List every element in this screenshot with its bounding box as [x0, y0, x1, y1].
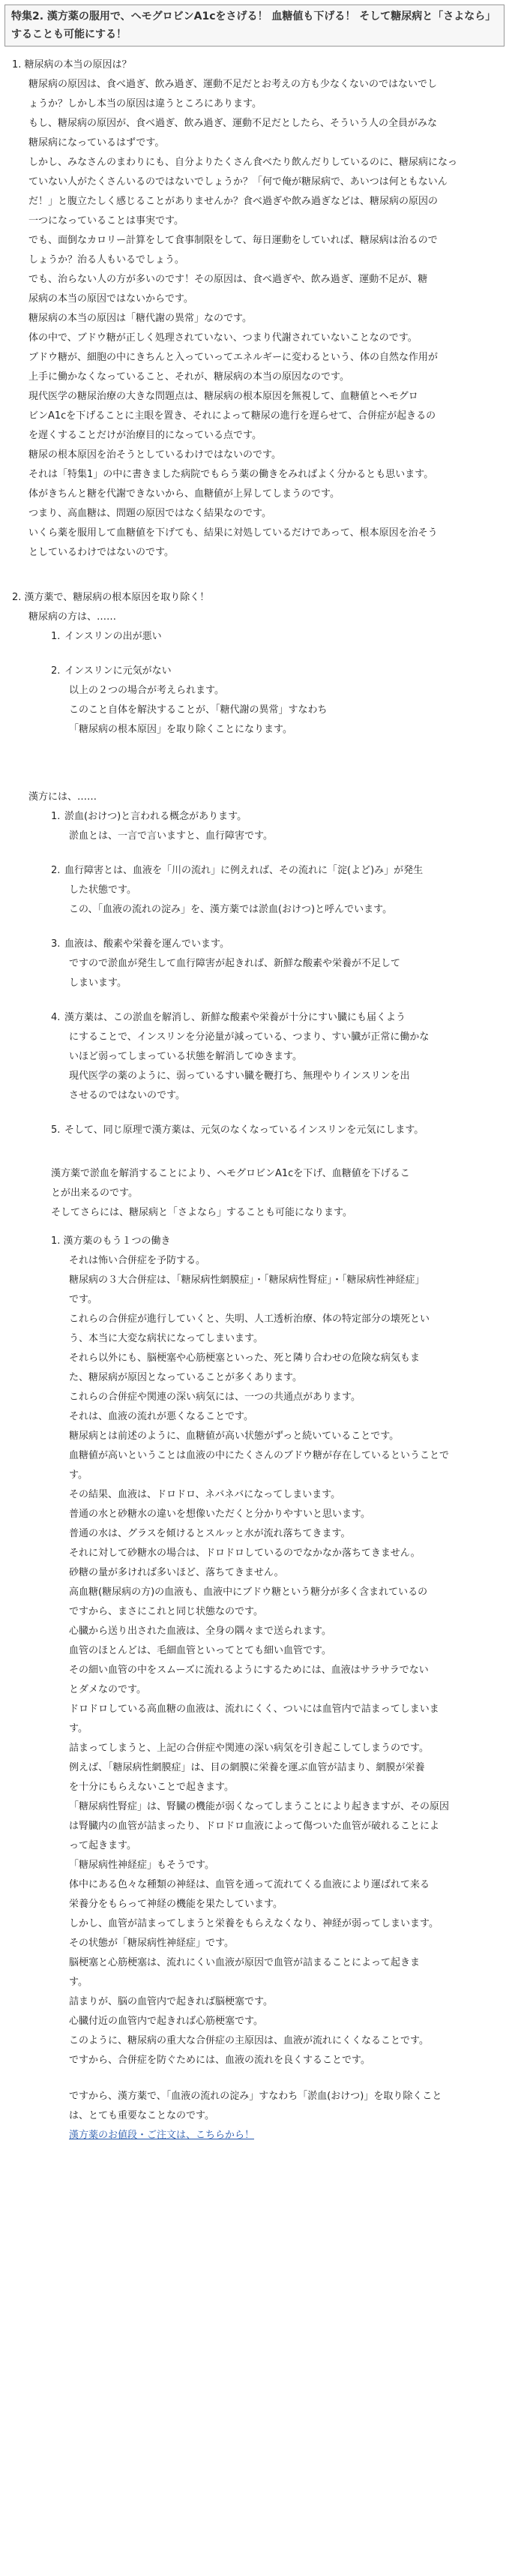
list-item-number: 3.	[51, 938, 61, 950]
paragraph-line: もし、糖尿病の原因が、食べ過ぎ、飲み過ぎ、運動不足だとしたら、そういう人の全員がみな	[28, 118, 437, 129]
list-item	[51, 935, 497, 993]
paragraph-line: しかし、血管が詰まってしまうと栄養をもらえなくなり、神経が弱ってしまいます。	[69, 1918, 439, 1929]
closing-line: は、とても重要なことなのです。	[69, 2110, 214, 2121]
list-item-line	[51, 627, 497, 647]
list-item-line: 以上の２つの場合が考えられます。	[69, 685, 224, 696]
closing-line: ですから、漢方薬で、「血液の流れの淀み」すなわち「淤血(おけつ)」を取り除くこと	[69, 2091, 442, 2102]
paragraph-line: 心臓から送り出された血液は、全身の隅々まで送られます。	[69, 1626, 331, 1637]
paragraph-line: その結果、血液は、ドロドロ、ネバネバになってしまいます。	[69, 1489, 341, 1500]
paragraph-line: を遅くすることだけが治療目的になっている点です。	[28, 430, 262, 441]
section-2	[12, 588, 497, 2145]
list-item-line	[51, 807, 497, 827]
list-item-line: 現代医学の薬のように、弱っているすい臓を鞭打ち、無理やりインスリンを出	[69, 1070, 410, 1082]
paragraph-line: でも、治らない人の方が多いのです！その原因は、食べ過ぎや、飲み過ぎ、運動不足が、糖	[28, 274, 428, 285]
list-item-number: 1.	[51, 631, 61, 642]
paragraph-line: 高血糖(糖尿病の方)の血液も、血液中にブドウ糖という糖分が多く含まれているの	[69, 1587, 428, 1598]
list-item-text: インスリンに元気がない	[64, 665, 172, 677]
paragraph-line: これらの合併症が進行していくと、失明、人工透析治療、体の特定部分の壊死とい	[69, 1314, 430, 1325]
summary-line: とが出来るのです。	[51, 1187, 138, 1199]
paragraph-line: それら以外にも、脳梗塞や心筋梗塞といった、死と隣り合わせの危険な病気もま	[69, 1353, 421, 1364]
paragraph-line: 糖尿の根本原因を治そうとしているわけではないのです。	[28, 449, 281, 461]
paragraph-line: その細い血管の中をスムーズに流れるようにするためには、血液はサラサラでない	[69, 1665, 429, 1676]
paragraph-line: 糖尿病の本当の原因は「糖代謝の異常」なのです。	[28, 313, 252, 324]
paragraph-line: ょうか？しかし本当の原因は違うところにあります。	[28, 98, 262, 110]
paragraph-line: 上手に働かなくなっていること、それが、糖尿病の本当の原因なのです。	[28, 371, 349, 383]
paragraph-line: でも、面倒なカロリー計算をして食事制限をして、毎日運動をしていれば、糖尿病は治るので	[28, 235, 438, 246]
paragraph-line: 「糖尿病性神経症」もそうです。	[69, 1860, 214, 1871]
list-item-number: 4.	[51, 1012, 61, 1023]
kampo-summary	[28, 1164, 497, 1223]
paragraph-line: 詰まりが、脳の血管内で起きれば脳梗塞です。	[69, 1996, 273, 2007]
section-2-body	[12, 608, 497, 2145]
paragraph-line: を十分にもらえないことで起きます。	[69, 1782, 234, 1793]
paragraph-line: す。	[69, 1470, 88, 1481]
order-link[interactable]: 漢方薬のお値段・ご注文は、こちらから！	[69, 2130, 255, 2141]
paragraph-line: す。	[69, 1977, 88, 1988]
paragraph-line: 糖尿病になっているはずです。	[28, 137, 165, 149]
summary-line: 漢方薬で淤血を解消することにより、ヘモグロビンA1cを下げ、血糖値を下げるこ	[51, 1168, 410, 1179]
section-1-title: 1. 糖尿病の本当の原因は？	[12, 59, 132, 71]
list-item-text: そして、同じ原理で漢方薬は、元気のなくなっているインスリンを元気にします。	[64, 1124, 424, 1136]
paragraph-line: ですから、合併症を防ぐためには、血液の流れを良くすることです。	[69, 2055, 370, 2066]
paragraph-line: 一つになっていることは事実です。	[28, 215, 184, 227]
kampo-concept-list	[28, 807, 497, 1140]
paragraph-line: 脳梗塞と心筋梗塞は、流れにくい血液が原因で血管が詰まることによって起きま	[69, 1957, 421, 1968]
list-item-line: にすることで、インスリンを分泌量が減っている、つまり、すい臓が正常に働かな	[69, 1031, 430, 1043]
paragraph-line: 糖尿病とは前述のように、血糖値が高い状態がずっと続いていることです。	[69, 1431, 400, 1442]
paragraph-line: それに対して砂糖水の場合は、ドロドロしているのでなかなか落ちてきません。	[69, 1548, 421, 1559]
paragraph-line: 体がきちんと糖を代謝できないから、血糖値が上昇してしまうのです。	[28, 488, 340, 500]
paragraph-line: 体の中で、ブドウ糖が正しく処理されていない、つまり代謝されていないことなのです。	[28, 332, 418, 344]
paragraph-line: 体中にある色々な種類の神経は、血管を通って流れてくる血液により運ばれて来る	[69, 1879, 430, 1890]
article-body	[4, 47, 505, 2145]
paragraph-line: つまり、高血糖は、問題の原因ではなく結果なのです。	[28, 508, 271, 519]
list-item-line: 淤血とは、一言で言いますと、血行障害です。	[69, 830, 273, 842]
list-item-text: 血液は、酸素や栄養を運んでいます。	[64, 938, 229, 950]
paragraph-line: それは、血液の流れが悪くなることです。	[69, 1411, 253, 1422]
paragraph-line: です。	[69, 1294, 97, 1305]
paragraph-line: 栄養分をもらって神経の機能を果たしています。	[69, 1899, 283, 1910]
paragraph-line: それは怖い合併症を予防する。	[69, 1255, 206, 1266]
paragraph-line: 詰まってしまうと、上記の合併症や関連の深い病気を引き起こしてしまうのです。	[69, 1743, 429, 1754]
subsection-1	[28, 1232, 497, 2145]
list-item-text: 血行障害とは、血液を「川の流れ」に例えれば、その流れに「淀(よど)み」が発生	[64, 865, 424, 876]
list-item-line: ですので淤血が発生して血行障害が起きれば、新鮮な酸素や栄養が不足して	[69, 958, 401, 969]
summary-line: そしてさらには、糖尿病と「さよなら」することも可能になります。	[51, 1207, 352, 1218]
list-item-text: インスリンの出が悪い	[64, 631, 162, 642]
list-item	[51, 1121, 497, 1140]
paragraph-line: 血管のほとんどは、毛細血管といってとても細い血管です。	[69, 1645, 331, 1656]
list-item	[51, 807, 497, 846]
section-1-body	[12, 75, 497, 563]
list-item	[51, 861, 497, 920]
list-item-line	[51, 1008, 497, 1028]
list-item-number: 1.	[51, 811, 61, 822]
paragraph-line: とダメなのです。	[69, 1684, 146, 1695]
list-item-number: 2.	[51, 865, 61, 876]
paragraph-line: ドロドロしている高血糖の血液は、流れにくく、ついには血管内で詰まってしまいま	[69, 1704, 439, 1715]
diabetes-cause-list	[28, 627, 497, 740]
paragraph-line: だ！」と腹立たしく感じることがありませんか？食べ過ぎや飲み過ぎなどは、糖尿病の原因の	[28, 196, 439, 207]
paragraph-line: 尿病の本当の原因ではないからです。	[28, 293, 193, 305]
list-item-line: 「糖尿病の根本原因」を取り除くことになります。	[69, 724, 292, 735]
kampo-intro: 漢方には、……	[28, 791, 97, 803]
paragraph-line: 心臓付近の血管内で起きれば心筋梗塞です。	[69, 2016, 263, 2027]
subsection-1-closing	[51, 2087, 497, 2126]
list-item	[51, 627, 497, 647]
paragraph-line: しかし、みなさんのまわりにも、自分よりたくさん食べたり飲んだりしているのに、糖尿病になっ	[28, 157, 458, 168]
paragraph-line: す。	[69, 1723, 88, 1734]
paragraph-line: このように、糖尿病の重大な合併症の主原因は、血液が流れにくくなることです。	[69, 2035, 429, 2046]
paragraph-line: いくら薬を服用して血糖値を下げても、結果に対処しているだけであって、根本原因を治そう	[28, 527, 438, 539]
paragraph-line: ブドウ糖が、細胞の中にきちんと入っていってエネルギーに変わるという、体の自然な作用が	[28, 352, 439, 363]
subsection-1-title: 1. 漢方薬のもう１つの働き	[51, 1235, 171, 1247]
list-item-line: いほど弱ってしまっている状態を解消してゆきます。	[69, 1051, 302, 1062]
paragraph-line: その状態が「糖尿病性神経症」です。	[69, 1938, 234, 1949]
paragraph-line: ビンA1cを下げることに主眼を置き、それによって糖尿の進行を遅らせて、合併症が起きるの	[28, 410, 436, 422]
paragraph-line: 「糖尿病性腎症」は、腎臓の機能が弱くなってしまうことにより起きますが、その原因	[69, 1801, 450, 1812]
list-item	[51, 1008, 497, 1106]
paragraph-line: しょうか？治る人もいるでしょう。	[28, 254, 184, 266]
paragraph-line: って起きます。	[69, 1840, 136, 1851]
list-item-line	[51, 935, 497, 954]
list-item-line: このこと自体を解決することが、「糖代謝の異常」すなわち	[69, 704, 328, 716]
paragraph-line: た、糖尿病が原因となっていることが多くあります。	[69, 1372, 302, 1383]
paragraph-line: 血糖値が高いということは血液の中にたくさんのブドウ糖が存在しているということで	[69, 1450, 450, 1461]
paragraph-line: 普通の水と砂糖水の違いを想像いただくと分かりやすいと思います。	[69, 1509, 370, 1520]
paragraph-line: 糖尿病の３大合併症は、「糖尿病性網膜症」・「糖尿病性腎症」・「糖尿病性神経症」	[69, 1274, 425, 1286]
list-item-line: させるのではないのです。	[69, 1090, 185, 1101]
subsection-1-body	[51, 1251, 497, 2070]
list-item-line	[51, 1121, 497, 1140]
paragraph-line: ですから、まさにこれと同じ状態なのです。	[69, 1606, 263, 1617]
page-title: 特集2. 漢方薬の服用で、ヘモグロビンA1cをさげる！ 血糖値も下げる！ そして糖尿病と「さよなら」することも可能にする！	[4, 5, 505, 47]
paragraph-line: う、本当に大変な病状になってしまいます。	[69, 1333, 263, 1344]
list-item-line	[51, 861, 497, 881]
paragraph-line: としているわけではないのです。	[28, 547, 174, 558]
paragraph-line: これらの合併症や関連の深い病気には、一つの共通点があります。	[69, 1392, 361, 1403]
list-item-text: 漢方薬は、この淤血を解消し、新鮮な酸素や栄養が十分にすい臓にも届くよう	[64, 1012, 406, 1023]
diabetes-intro: 糖尿病の方は、……	[28, 611, 117, 623]
paragraph-line: 例えば、「糖尿病性網膜症」は、目の網膜に栄養を運ぶ血管が詰まり、網膜が栄養	[69, 1762, 425, 1773]
paragraph-line: 現代医学の糖尿治療の大きな問題点は、糖尿病の根本原因を無視して、血糖値とヘモグロ	[28, 391, 418, 402]
list-item-number: 2.	[51, 665, 61, 677]
list-item-line	[51, 662, 497, 681]
list-item-text: 淤血(おけつ)と言われる概念があります。	[64, 811, 247, 822]
paragraph-line: は腎臓内の血管が詰まったり、ドロドロ血液によって傷ついた血管が破れることによ	[69, 1821, 440, 1832]
section-2-title: 2. 漢方薬で、糖尿病の根本原因を取り除く！	[12, 592, 210, 603]
list-item-line: した状態です。	[69, 884, 136, 896]
paragraph-line: 砂糖の量が多ければ多いほど、落ちてきません。	[69, 1567, 284, 1578]
paragraph-line: ていない人がたくさんいるのではないでしょうか？「何で俺が糖尿病で、あいつは何ともないん	[28, 176, 448, 188]
list-item-line: この、「血液の流れの淀み」を、漢方薬では淤血(おけつ)と呼んでいます。	[69, 904, 393, 915]
paragraph-line: 糖尿病の原因は、食べ過ぎ、飲み過ぎ、運動不足だとお考えの方も少なくないのではないでし	[28, 79, 437, 90]
list-item-number: 5.	[51, 1124, 61, 1136]
paragraph-line: 普通の水は、グラスを傾けるとスルッと水が流れ落ちてきます。	[69, 1528, 351, 1539]
list-item-line: しまいます。	[69, 977, 127, 989]
paragraph-line: それは「特集1」の中に書きました病院でもらう薬の働きをみればよく分かるとも思います。	[28, 469, 434, 480]
list-item	[51, 662, 497, 740]
section-1	[12, 56, 497, 563]
